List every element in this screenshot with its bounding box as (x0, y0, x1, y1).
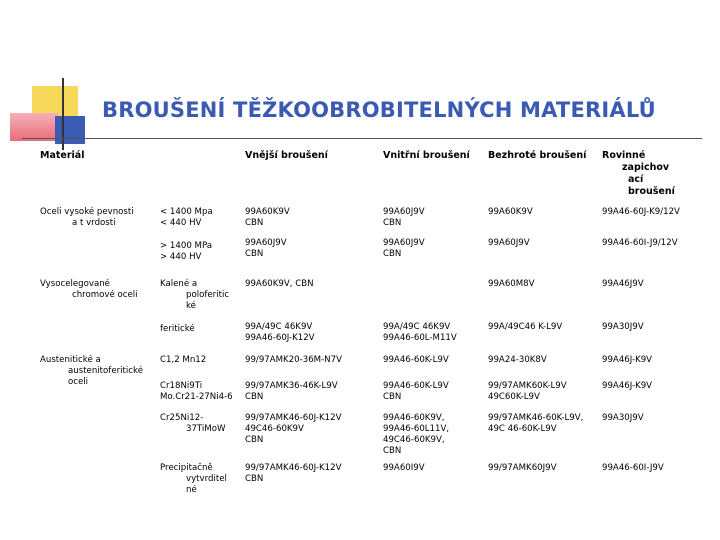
page-title: BROUŠENÍ TĚŽKOOBROBITELNÝCH MATERIÁLŮ (102, 98, 656, 122)
row7-centerless: 99/97AMK46-60K-L9V, 49C 46-60K-L9V (488, 413, 584, 434)
row1-flat: 99A46-60J-K9/12V (602, 207, 680, 217)
row3-outer: 99A60K9V, CBN (245, 279, 314, 289)
group-chrome: Vysocelegované chromové oceli (40, 279, 138, 300)
header-material: Materiál (40, 150, 85, 161)
row2-condition: > 1400 MPa > 440 HV (160, 241, 213, 262)
row2-outer: 99A60J9V CBN (245, 238, 287, 259)
row4-inner: 99A/49C 46K9V 99A46-60L-M11V (383, 322, 457, 343)
row3-flat: 99A46J9V (602, 279, 644, 289)
row4-outer: 99A/49C 46K9V 99A46-60J-K12V (245, 322, 315, 343)
logo-vertical-line (62, 78, 64, 150)
row6-inner: 99A46-60K-L9V CBN (383, 381, 449, 402)
row6-flat: 99A46J-K9V (602, 381, 653, 391)
row1-outer: 99A60K9V CBN (245, 207, 290, 228)
row7-condition: Cr25Ni12- 37TiMoW (160, 413, 226, 434)
header-outer: Vnější broušení (245, 150, 328, 161)
header-inner: Vnitřní broušení (383, 150, 470, 161)
row8-inner: 99A60I9V (383, 463, 425, 473)
row1-inner: 99A60J9V CBN (383, 207, 425, 228)
row2-flat: 99A46-60I-J9/12V (602, 238, 678, 248)
row8-condition: Precipitačně vytvrditel né (160, 463, 227, 495)
row7-inner: 99A46-60K9V, 99A46-60L11V, 49C46-60K9V, CBN (383, 413, 450, 456)
row2-centerless: 99A60J9V (488, 238, 530, 248)
row5-flat: 99A46J-K9V (602, 355, 653, 365)
row8-outer: 99/97AMK46-60J-K12V CBN (245, 463, 342, 484)
row6-outer: 99/97AMK36-46K-L9V CBN (245, 381, 338, 402)
row8-flat: 99A46-60I-J9V (602, 463, 664, 473)
row1-condition: < 1400 Mpa < 440 HV (160, 207, 213, 228)
row8-centerless: 99/97AMK60J9V (488, 463, 557, 473)
row6-centerless: 99/97AMK60K-L9V 49C60K-L9V (488, 381, 567, 402)
row5-condition: C1,2 Mn12 (160, 355, 207, 365)
row2-inner: 99A60J9V CBN (383, 238, 425, 259)
row5-centerless: 99A24-30K8V (488, 355, 547, 365)
row6-condition: Cr18Ni9Ti Mo.Cr21-27Ni4-6 (160, 381, 233, 402)
row7-flat: 99A30J9V (602, 413, 644, 423)
row1-centerless: 99A60K9V (488, 207, 533, 217)
row4-centerless: 99A/49C46 K-L9V (488, 322, 563, 332)
row4-flat: 99A30J9V (602, 322, 644, 332)
header-flat: Rovinné zapichov ací broušení (602, 150, 675, 197)
row4-condition: feritické (160, 324, 195, 334)
row7-outer: 99/97AMK46-60J-K12V 49C46-60K9V CBN (245, 413, 342, 445)
logo-blue-square (55, 116, 85, 144)
logo-red-square (10, 113, 58, 141)
row5-outer: 99/97AMK20-36M-N7V (245, 355, 342, 365)
group-high-strength: Oceli vysoké pevnosti a t vrdosti (40, 207, 134, 228)
row3-condition: Kalené a poloferitic ké (160, 279, 230, 311)
header-centerless: Bezhroté broušení (488, 150, 587, 161)
group-austenitic: Austenitické a austenitoferitické oceli (40, 355, 143, 387)
title-underline (22, 138, 702, 139)
row5-inner: 99A46-60K-L9V (383, 355, 449, 365)
row3-centerless: 99A60M8V (488, 279, 535, 289)
